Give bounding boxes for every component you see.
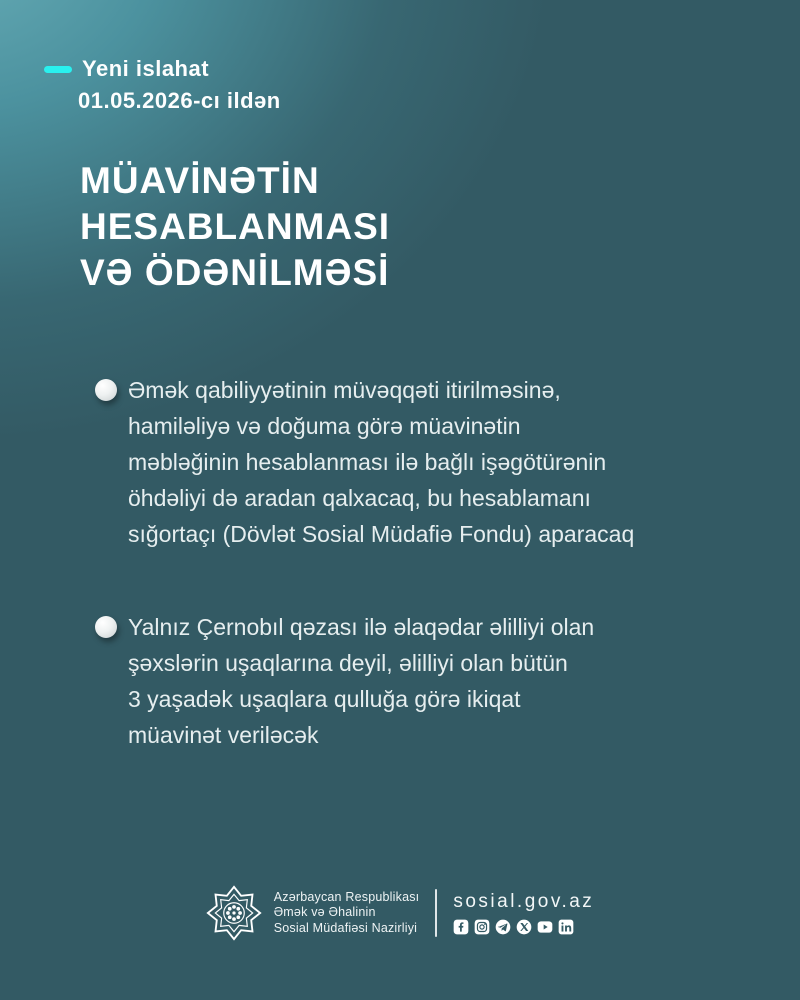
bullet-2-line-1: Yalnız Çernobıl qəzası ilə əlaqədar əlilliyi olan — [128, 614, 595, 640]
list-item — [95, 609, 735, 753]
page-title-line-3: VƏ ÖDƏNİLMƏSİ — [80, 252, 390, 293]
bullet-list — [95, 372, 735, 810]
effective-date: 01.05.2026-cı ildən — [78, 88, 281, 113]
bullet-dot-icon — [95, 379, 117, 401]
linkedin-icon — [558, 919, 574, 935]
bullet-1-line-1: Əmək qabiliyyətinin müvəqqəti itirilməsinə, — [128, 377, 561, 403]
social-icons-row — [453, 919, 594, 935]
page-title-line-1: MÜAVİNƏTİN — [80, 160, 320, 201]
bullet-dot-icon — [95, 616, 117, 638]
page-title-line-2: HESABLANMASI — [80, 206, 391, 247]
bullet-1-line-3: məbləğinin hesablanması ilə bağlı işəgötürənin — [128, 449, 607, 475]
bullet-1-line-2: hamiləliyə və doğuma görə müavinətin — [128, 413, 521, 439]
bullet-text — [128, 609, 594, 753]
footer-divider — [435, 889, 437, 937]
facebook-icon — [453, 919, 469, 935]
footer — [0, 885, 800, 941]
reform-tag — [44, 56, 209, 82]
x-icon — [516, 919, 532, 935]
ministry-name — [274, 890, 420, 937]
ministry-logo-icon — [206, 885, 262, 941]
bullet-2-line-4: müavinət veriləcək — [128, 722, 319, 748]
list-item — [95, 372, 735, 552]
bullet-2-line-2: şəxslərin uşaqlarına deyil, əlilliyi olan bütün — [128, 650, 568, 676]
ministry-line-2: Əmək və Əhalinin — [273, 905, 376, 920]
bullet-1-line-4: öhdəliyi də aradan qalxacaq, bu hesablamanı — [128, 485, 591, 511]
bullet-1-line-5: sığortaçı (Dövlət Sosial Müdafiə Fondu) aparacaq — [128, 521, 635, 547]
instagram-icon — [474, 919, 490, 935]
ministry-line-1: Azərbaycan Respublikası — [273, 889, 420, 904]
page-title — [80, 158, 390, 296]
youtube-icon — [537, 919, 553, 935]
bullet-2-line-3: 3 yaşadək uşaqlara qulluğa görə ikiqat — [128, 686, 521, 712]
reform-tag-label: Yeni islahat — [82, 56, 210, 81]
website-url: sosial.gov.az — [453, 891, 595, 912]
bullet-text — [128, 372, 634, 552]
dash-icon — [44, 66, 72, 73]
ministry-line-3: Sosial Müdafiəsi Nazirliyi — [273, 920, 418, 935]
telegram-icon — [495, 919, 511, 935]
